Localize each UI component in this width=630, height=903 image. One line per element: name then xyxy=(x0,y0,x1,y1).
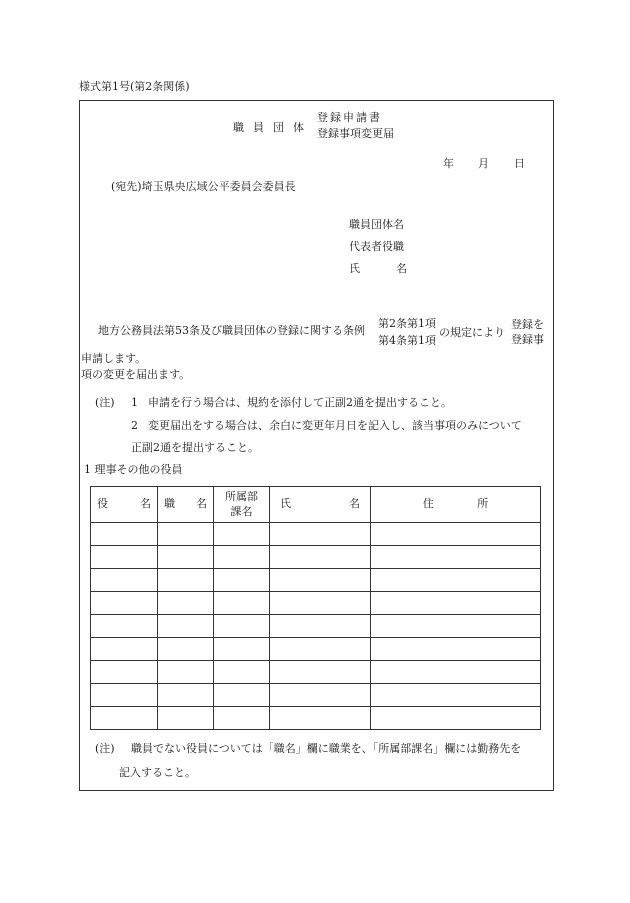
cell-role[interactable] xyxy=(91,523,158,546)
table-row xyxy=(91,592,541,615)
cell-dept[interactable] xyxy=(214,569,270,592)
cell-name[interactable] xyxy=(270,569,371,592)
cell-address[interactable] xyxy=(371,592,541,615)
cell-job[interactable] xyxy=(158,523,214,546)
table-row xyxy=(91,684,541,707)
body-line-change: 項の変更を届出ます。 xyxy=(81,368,191,381)
body-clause-change: 第4条第1項 xyxy=(378,334,436,347)
cell-role[interactable] xyxy=(91,569,158,592)
cell-role[interactable] xyxy=(91,638,158,661)
cell-address[interactable] xyxy=(371,684,541,707)
form-title-main: 職員団体 xyxy=(233,121,313,134)
date-month: 月 xyxy=(478,157,489,170)
cell-dept[interactable] xyxy=(214,592,270,615)
cell-name[interactable] xyxy=(270,661,371,684)
body-provision: の規定により xyxy=(439,326,505,339)
cell-role[interactable] xyxy=(91,661,158,684)
cell-address[interactable] xyxy=(371,523,541,546)
cell-dept[interactable] xyxy=(214,684,270,707)
note-2-text: 変更届出をする場合は、余白に変更年月日を記入し、該当事項のみについて xyxy=(148,419,522,432)
cell-name[interactable] xyxy=(270,684,371,707)
applicant-group-name-label: 職員団体名 xyxy=(349,218,404,231)
cell-job[interactable] xyxy=(158,592,214,615)
cell-address[interactable] xyxy=(371,569,541,592)
cell-name[interactable] xyxy=(270,592,371,615)
addressee: (宛先)埼玉県央広域公平委員会委員長 xyxy=(111,180,296,193)
date-year: 年 xyxy=(443,157,454,170)
cell-address[interactable] xyxy=(371,707,541,730)
cell-job[interactable] xyxy=(158,546,214,569)
table-row xyxy=(91,661,541,684)
cell-name[interactable] xyxy=(270,615,371,638)
body-statute: 地方公務員法第53条及び職員団体の登録に関する条例 xyxy=(98,324,365,337)
header-role: 役 名 xyxy=(91,487,158,523)
note-label: (注) xyxy=(95,396,115,409)
form-number: 様式第1号(第2条関係) xyxy=(79,80,190,93)
bottom-note-text-cont: 記入すること。 xyxy=(119,766,196,779)
table-row xyxy=(91,546,541,569)
body-end-change: 登録事 xyxy=(511,333,544,346)
header-job: 職 名 xyxy=(158,487,214,523)
header-address: 住 所 xyxy=(371,487,541,523)
cell-name[interactable] xyxy=(270,707,371,730)
note-1-text: 申請を行う場合は、規約を添付して正副2通を提出すること。 xyxy=(148,396,452,409)
cell-name[interactable] xyxy=(270,546,371,569)
body-end-apply: 登録を xyxy=(511,318,544,331)
cell-job[interactable] xyxy=(158,707,214,730)
body-clause-apply: 第2条第1項 xyxy=(378,317,436,330)
cell-address[interactable] xyxy=(371,661,541,684)
cell-job[interactable] xyxy=(158,569,214,592)
cell-address[interactable] xyxy=(371,638,541,661)
cell-address[interactable] xyxy=(371,615,541,638)
cell-name[interactable] xyxy=(270,638,371,661)
cell-role[interactable] xyxy=(91,707,158,730)
bottom-note-text: 職員でない役員については「職名」欄に職業を、「所属部課名」欄には勤務先を xyxy=(131,742,522,755)
bottom-note-label: (注) xyxy=(95,742,115,755)
header-dept: 所属部 課名 xyxy=(214,487,270,523)
cell-job[interactable] xyxy=(158,638,214,661)
cell-job[interactable] xyxy=(158,615,214,638)
table-row xyxy=(91,707,541,730)
applicant-rep-position-label: 代表者役職 xyxy=(349,240,404,253)
table-row xyxy=(91,523,541,546)
cell-dept[interactable] xyxy=(214,661,270,684)
cell-address[interactable] xyxy=(371,546,541,569)
note-1-number: 1 xyxy=(131,396,138,409)
form-title-option-apply: 登録申請書 xyxy=(317,111,382,124)
cell-job[interactable] xyxy=(158,684,214,707)
table-row xyxy=(91,569,541,592)
cell-role[interactable] xyxy=(91,546,158,569)
cell-dept[interactable] xyxy=(214,546,270,569)
cell-dept[interactable] xyxy=(214,523,270,546)
officers-table xyxy=(90,486,541,730)
form-title-option-change: 登録事項変更届 xyxy=(317,127,394,140)
cell-role[interactable] xyxy=(91,615,158,638)
note-2-text-cont: 正副2通を提出すること。 xyxy=(131,441,259,454)
note-2-number: 2 xyxy=(131,419,138,432)
cell-dept[interactable] xyxy=(214,615,270,638)
cell-dept[interactable] xyxy=(214,638,270,661)
body-line-apply: 申請します。 xyxy=(81,352,147,365)
table-row xyxy=(91,638,541,661)
applicant-name-label: 氏 名 xyxy=(349,262,407,275)
cell-role[interactable] xyxy=(91,592,158,615)
table-header-row xyxy=(91,487,541,523)
cell-dept[interactable] xyxy=(214,707,270,730)
cell-job[interactable] xyxy=(158,661,214,684)
header-name: 氏 名 xyxy=(270,487,371,523)
table-row xyxy=(91,615,541,638)
cell-role[interactable] xyxy=(91,684,158,707)
section-1-heading: 1 理事その他の役員 xyxy=(84,463,183,476)
cell-name[interactable] xyxy=(270,523,371,546)
date-day: 日 xyxy=(514,157,525,170)
